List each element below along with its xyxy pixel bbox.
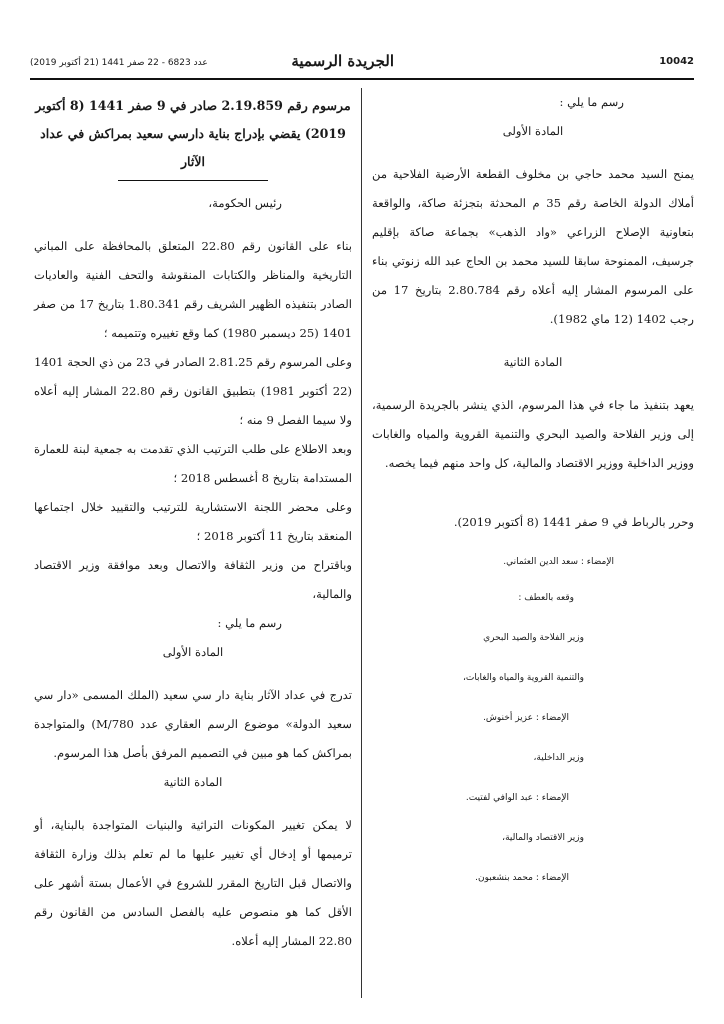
recital: وباقتراح من وزير الثقافة والاتصال وبعد موافقة وزير الاقتصاد والمالية، [34,558,352,601]
article1-text: تدرج في عداد الآثار بناية دار سي سعيد (الملك المسمى «دار سي سعيد الدولة» موضوع الرسم العقاري عدد M/780) والمتواجدة بمراكش كما هو مبين في التصميم المرفق بأصل هذا المرسوم. [34,688,352,760]
minister-signature: الإمضاء : محمد بنشعبون. [475,873,569,883]
countersigned-label: وقعه بالعطف : [518,593,574,603]
column-divider [361,88,362,998]
title-rule [118,180,268,181]
article1-heading: المادة الأولى [502,124,564,138]
minister-signature: الإمضاء : عزيز أخنوش. [483,713,569,723]
left-column [34,92,352,956]
rasama-label: رسم ما يلي : [217,616,282,630]
done-at: وحرر بالرباط في 9 صفر 1441 (8 أكتوبر 2019). [453,515,694,529]
main-signature: الإمضاء : سعد الدين العثماني. [503,557,614,567]
minister-title: وزير الداخلية، [533,753,584,763]
recital: وعلى المرسوم رقم 2.81.25 الصادر في 23 من ذي الحجة 1401 (22 أكتوبر 1981) بتطبيق القانون رقم 22.80 المشار إليه أعلاه ولا سيما الفصل 9 منه ؛ [34,355,353,427]
recital: وعلى محضر اللجنة الاستشارية للترتيب والتقييد خلال اجتماعها المنعقد بتاريخ 11 أكتوبر 2018 ؛ [34,500,352,543]
rasama-label: رسم ما يلي : [559,95,624,109]
recital: بناء على القانون رقم 22.80 المتعلق بالمحافظة على المباني التاريخية والمناظر والكتابات المنقوشة والتحف الفنية والعاديات الصادر بتنفيذه الظهير الشريف رقم 1.80.341 بتاريخ 17 من صفر 1401 (25 ديسمبر 1980) كما وقع تغييره وتتميمه ؛ [34,239,353,340]
minister-title: والتنمية القروية والمياه والغابات، [462,673,584,683]
page-header [30,50,694,80]
decree-title: مرسوم رقم 2.19.859 صادر في 9 صفر 1441 (8 أكتوبر 2019) يقضي بإدراج بناية دارسي سعيد بمراكش في عداد الآثار [35,98,351,169]
minister-title: وزير الفلاحة والصيد البحري [483,633,584,643]
issue-info: عدد 6823 - 22 صفر 1441 (21 أكتوبر 2019) [30,58,208,68]
article2-text: يعهد بتنفيذ ما جاء في هذا المرسوم، الذي ينشر بالجريدة الرسمية، إلى وزير الفلاحة والصيد البحري والتنمية القروية والمياه والغابات ووزير الداخلية ووزير الاقتصاد والمالية، كل واحد منهم فيما يخصه. [372,398,694,470]
minister-title: وزير الاقتصاد والمالية، [502,833,584,843]
right-column [372,88,694,889]
article1-text: يمنح السيد محمد حاجي بن مخلوف القطعة الأرضية الفلاحية من أملاك الدولة الخاصة رقم 35 م المحدثة بتجزئة صاكة، والواقعة بتعاونية الإصلاح الزراعي «واد الذهب» بجماعة صاكة بإقليم جرسيف، الممنوحة سابقا للسيد محمد بن الحاج عبد الله زنوتي بناء على المرسوم المشار إليه أعلاه رقم 2.80.784 بتاريخ 17 من رجب 1402 (12 ماي 1982). [372,167,694,326]
article1-heading: المادة الأولى [162,645,224,659]
article2-heading: المادة الثانية [503,355,563,369]
journal-title: الجريدة الرسمية [291,52,394,70]
pm-label: رئيس الحكومة، [208,196,282,210]
header-rule [30,78,694,80]
minister-signature: الإمضاء : عبد الوافي لفتيت. [465,793,569,803]
page-number: 10042 [659,56,694,67]
recital: وبعد الاطلاع على طلب الترتيب الذي تقدمت به جمعية لبنة للعمارة المستدامة بتاريخ 8 أغسطس 2018 ؛ [34,442,352,485]
article2-heading: المادة الثانية [163,775,223,789]
article2-text: لا يمكن تغيير المكونات التراثية والبنيات المتواجدة بالبناية، أو ترميمها أو إدخال أي تغيير عليها ما لم تعلم بذلك وزارة الثقافة والاتصال قبل التاريخ المقرر للشروع في الأعمال بستة أشهر على الأقل كما هو منصوص عليه بالفصل السادس من القانون رقم 22.80 المشار إليه أعلاه. [34,818,352,948]
